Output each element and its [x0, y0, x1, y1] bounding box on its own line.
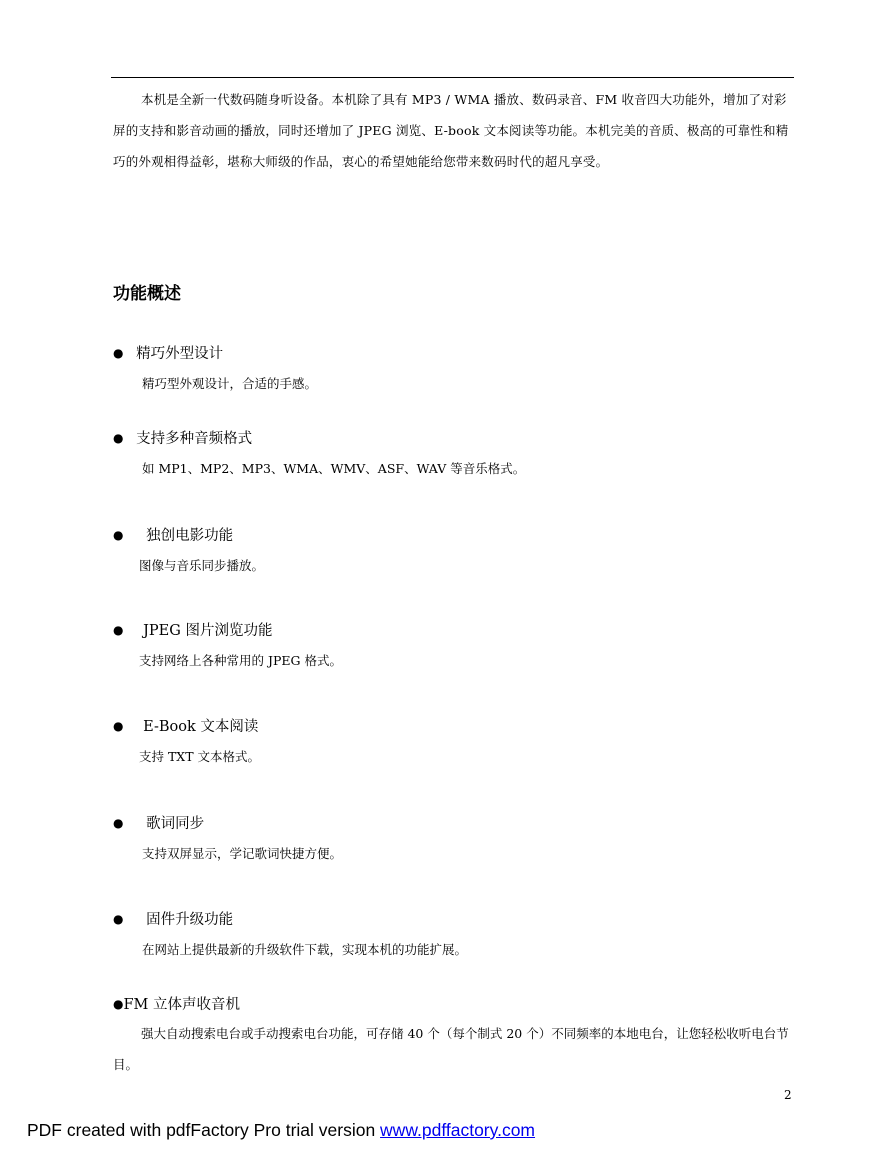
pdf-footer [27, 1120, 535, 1141]
feature-item [113, 994, 803, 1080]
intro-paragraph: 本机是全新一代数码随身听设备。本机除了具有 MP3 / WMA 播放、数码录音、FM 收音四大功能外，增加了对彩屏的支持和影音动画的播放，同时还增加了 JPEG 浏览、E-book 文本阅读等功能。本机完美的音质、极高的可靠性和精巧的外观相得益彰，堪称大师级的作品，衷心的希望她能给您带来数码时代的超凡享受。 [113, 92, 789, 169]
page-number: 2 [784, 1088, 792, 1102]
bullet-icon: ● [113, 997, 124, 1011]
feature-description: 支持 TXT 文本格式。 [139, 749, 261, 764]
feature-description: 图像与音乐同步播放。 [139, 558, 265, 573]
bullet-icon: ● [113, 431, 124, 445]
feature-title: 固件升级功能 [146, 912, 234, 928]
footer-text: PDF created with pdfFactory Pro trial version [27, 1120, 381, 1140]
bullet-icon: ● [113, 719, 124, 733]
feature-item [113, 909, 803, 958]
footer-link[interactable]: www.pdffactory.com [380, 1120, 536, 1140]
feature-item [113, 813, 803, 862]
section-title: 功能概述 [113, 284, 181, 304]
feature-description: 精巧型外观设计，合适的手感。 [142, 376, 318, 391]
bullet-icon: ● [113, 912, 124, 926]
feature-title: 歌词同步 [146, 816, 205, 832]
feature-title: FM 立体声收音机 [123, 997, 241, 1013]
feature-title: JPEG 图片浏览功能 [143, 623, 273, 639]
feature-description: 如 MP1、MP2、MP3、WMA、WMV、ASF、WAV 等音乐格式。 [142, 461, 526, 476]
feature-title: 精巧外型设计 [136, 346, 224, 362]
feature-description: 支持双屏显示，学记歌词快捷方便。 [142, 846, 343, 861]
feature-item [113, 343, 803, 392]
feature-item [113, 716, 803, 765]
feature-title: 支持多种音频格式 [136, 431, 253, 447]
feature-description: 强大自动搜索电台或手动搜索电台功能，可存储 40 个（每个制式 20 个）不同频率的本地电台，让您轻松收听电台节目。 [113, 1026, 789, 1072]
feature-description: 支持网络上各种常用的 JPEG 格式。 [139, 653, 342, 668]
bullet-icon: ● [113, 623, 124, 637]
bullet-icon: ● [113, 346, 124, 360]
feature-title: 独创电影功能 [146, 528, 234, 544]
bullet-icon: ● [113, 816, 124, 830]
feature-description: 在网站上提供最新的升级软件下载，实现本机的功能扩展。 [142, 942, 468, 957]
feature-item [113, 525, 803, 574]
feature-item [113, 428, 803, 477]
bullet-icon: ● [113, 528, 124, 542]
header-rule [111, 77, 794, 78]
feature-title: E-Book 文本阅读 [143, 719, 259, 735]
feature-item [113, 620, 803, 669]
